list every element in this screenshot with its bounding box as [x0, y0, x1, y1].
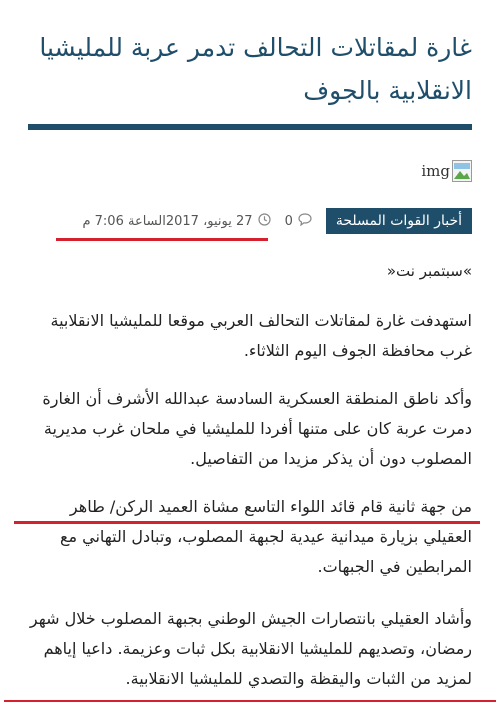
article-paragraph: استهدفت غارة لمقاتلات التحالف العربي موقعا للمليشيا الانقلابية غرب محافظة الجوف اليوم الثلاثاء.	[50, 311, 472, 360]
comments-count-value: 0	[284, 213, 293, 229]
article-title: غارة لمقاتلات التحالف تدمر عربة للمليشيا الانقلابية بالجوف	[39, 33, 472, 105]
broken-image-icon	[452, 160, 472, 182]
comment-icon	[298, 213, 312, 230]
article-image	[421, 158, 472, 184]
article-paragraph: وأشاد العقيلي بانتصارات الجيش الوطني بجبهة المصلوب خلال شهر رمضان، وتصديهم للمليشيا الانقلابية بكل ثبات وعزيمة. داعيا إياهم لمزيد من الثبات واليقظة والتصدي للمليشيا الانقلابية.	[29, 609, 472, 688]
article-paragraph: وأكد ناطق المنطقة العسكرية السادسة عبدالله الأشرف أن الغارة دمرت عربة كان على متنها أفردا للمليشيا في ملحان غرب مديرية المصلوب دون أن يذكر مزيدا من التفاصيل.	[42, 389, 472, 468]
article-meta	[28, 206, 472, 236]
bottom-highlight-line	[4, 700, 496, 702]
date-highlight-line	[56, 238, 268, 241]
clock-icon	[258, 213, 271, 230]
category-badge[interactable]: أخبار القوات المسلحة	[326, 208, 472, 234]
article-paragraph: من جهة ثانية قام قائد اللواء التاسع مشاة العميد الركن/ طاهر العقيلي بزيارة ميدانية عيدية لجبهة المصلوب، وتبادل التهاني مع المرابطين في الجبهات.	[59, 497, 472, 576]
publish-date-value: 27 يونيو، 2017الساعة 7:06 م	[82, 213, 253, 229]
image-alt-text: img	[421, 162, 450, 180]
publish-date	[82, 213, 270, 230]
paragraph-highlight-line	[14, 521, 480, 524]
article-source: »سبتمبر نت«	[386, 262, 472, 280]
title-divider	[28, 124, 472, 130]
comments-count[interactable]	[285, 213, 312, 230]
